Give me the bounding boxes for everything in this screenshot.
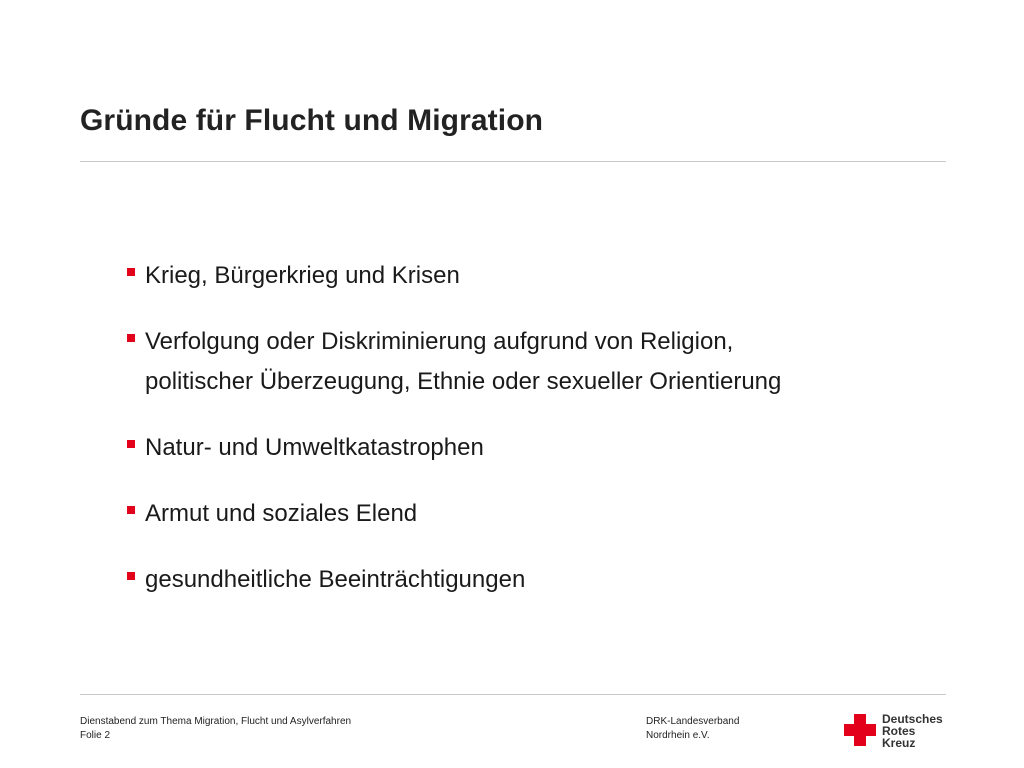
red-square-icon — [127, 334, 135, 342]
bullet-text: gesundheitliche Beeinträchtigungen — [145, 566, 526, 593]
bullet-item — [124, 256, 924, 296]
footer-divider — [80, 694, 946, 695]
bullet-item — [124, 322, 924, 402]
red-square-icon — [127, 572, 135, 580]
org-name-line2: Nordrhein e.V. — [646, 730, 710, 741]
footer-event-title: Dienstabend zum Thema Migration, Flucht und Asylverfahren — [80, 716, 352, 727]
bullet-text: Natur- und Umweltkatastrophen — [145, 434, 484, 461]
logo-line3: Kreuz — [882, 736, 916, 750]
slide-number: Folie 2 — [80, 730, 111, 741]
bullet-item — [124, 494, 924, 534]
bullet-item — [124, 428, 924, 468]
slide-title: Gründe für Flucht und Migration — [80, 104, 544, 137]
bullet-text: Armut und soziales Elend — [145, 500, 418, 527]
red-square-icon — [127, 440, 135, 448]
red-cross-icon — [844, 714, 876, 746]
bullet-item — [124, 560, 924, 600]
red-square-icon — [127, 268, 135, 276]
title-divider — [80, 161, 946, 162]
logo-wordmark — [882, 713, 943, 749]
logo-line2: Rotes — [882, 724, 916, 738]
logo-line1: Deutsches — [882, 712, 943, 726]
red-square-icon — [127, 506, 135, 514]
org-name-line1: DRK-Landesverband — [646, 716, 740, 727]
bullet-list — [124, 256, 924, 600]
footer-event-info — [80, 715, 351, 743]
bullet-text-line: politischer Überzeugung, Ethnie oder sexueller Orientierung — [145, 368, 782, 395]
bullet-text-line: Verfolgung oder Diskriminierung aufgrund von Religion, — [145, 328, 734, 355]
footer-organization — [646, 715, 739, 743]
bullet-text: Krieg, Bürgerkrieg und Krisen — [145, 262, 460, 289]
